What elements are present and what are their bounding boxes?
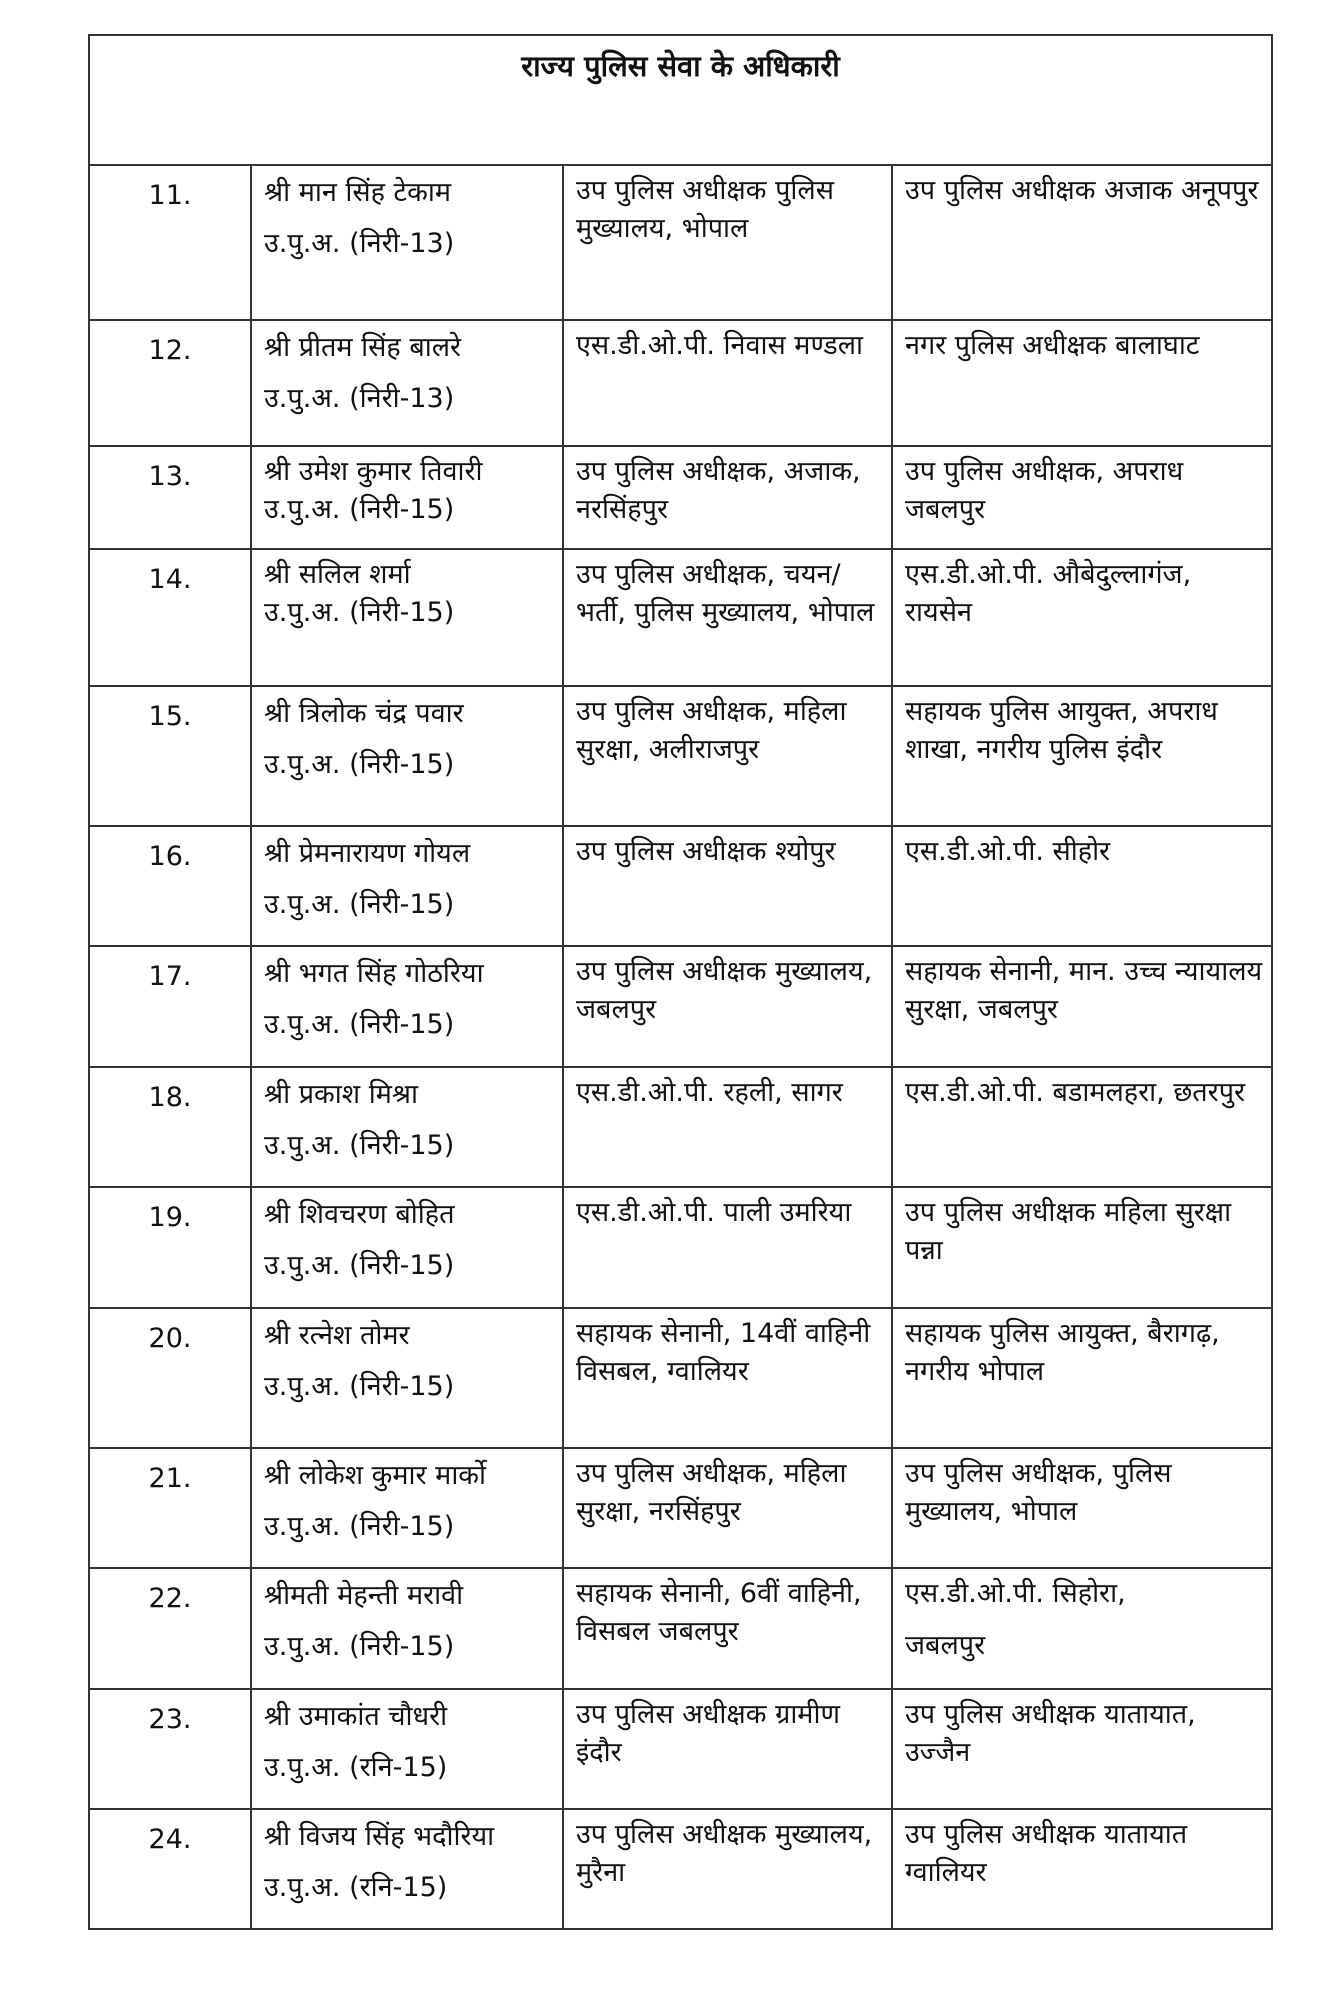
serial-number: 11. <box>89 165 251 320</box>
new-posting: उप पुलिस अधीक्षक यातायात ग्वालियर <box>892 1809 1272 1929</box>
serial-number: 19. <box>89 1187 251 1308</box>
officer-name: श्री सलिल शर्मा <box>264 559 411 590</box>
officer-rank: उ.पु.अ. (निरी-15) <box>264 1009 455 1040</box>
table-row <box>89 1689 1272 1809</box>
new-posting-city: जबलपुर <box>905 1630 986 1661</box>
table-row <box>89 1809 1272 1929</box>
officer-name: श्री उमेश कुमार तिवारी <box>264 456 483 487</box>
new-posting: एस.डी.ओ.पी. औबेदुल्लागंज, रायसेन <box>892 549 1272 686</box>
table-row <box>89 446 1272 549</box>
officer-rank: उ.पु.अ. (निरी-15) <box>264 889 455 920</box>
current-posting: उप पुलिस अधीक्षक, महिला सुरक्षा, नरसिंहपुर <box>563 1448 892 1568</box>
new-posting: नगर पुलिस अधीक्षक बालाघाट <box>892 320 1272 446</box>
officer-name: श्री मान सिंह टेकाम <box>264 177 452 208</box>
officer-name-cell <box>251 165 563 320</box>
new-posting: सहायक पुलिस आयुक्त, बैरागढ़, नगरीय भोपाल <box>892 1308 1272 1448</box>
current-posting: उप पुलिस अधीक्षक मुख्यालय, मुरैना <box>563 1809 892 1929</box>
serial-number: 16. <box>89 826 251 946</box>
current-posting: सहायक सेनानी, 6वीं वाहिनी, विसबल जबलपुर <box>563 1568 892 1689</box>
serial-number: 12. <box>89 320 251 446</box>
officer-name: श्री प्रेमनारायण गोयल <box>264 838 471 869</box>
new-posting: उप पुलिस अधीक्षक महिला सुरक्षा पन्ना <box>892 1187 1272 1308</box>
officer-rank: उ.पु.अ. (निरी-13) <box>264 228 455 259</box>
new-posting: उप पुलिस अधीक्षक, अपराध जबलपुर <box>892 446 1272 549</box>
officer-name-cell <box>251 1067 563 1187</box>
officer-name-cell <box>251 1308 563 1448</box>
current-posting: एस.डी.ओ.पी. निवास मण्डला <box>563 320 892 446</box>
officer-name-cell <box>251 686 563 826</box>
new-posting: एस.डी.ओ.पी. सिहोरा, <box>905 1578 1126 1609</box>
table-row <box>89 1187 1272 1308</box>
new-posting: एस.डी.ओ.पी. सीहोर <box>892 826 1272 946</box>
table-row <box>89 1448 1272 1568</box>
officer-name-cell <box>251 946 563 1067</box>
officer-name: श्री प्रीतम सिंह बालरे <box>264 332 462 363</box>
officer-name-cell <box>251 320 563 446</box>
table-row <box>89 1308 1272 1448</box>
officer-rank: उ.पु.अ. (निरी-15) <box>264 1371 455 1402</box>
officers-table <box>88 34 1273 1930</box>
officer-name-cell <box>251 549 563 686</box>
officer-rank: उ.पु.अ. (निरी-15) <box>264 597 455 628</box>
current-posting: उप पुलिस अधीक्षक, महिला सुरक्षा, अलीराजपुर <box>563 686 892 826</box>
officer-name-cell <box>251 826 563 946</box>
serial-number: 22. <box>89 1568 251 1689</box>
officer-name-cell <box>251 1448 563 1568</box>
table-title: राज्य पुलिस सेवा के अधिकारी <box>89 35 1272 165</box>
table-title-row <box>89 35 1272 165</box>
officer-name-cell <box>251 1568 563 1689</box>
officer-name: श्री शिवचरण बोहित <box>264 1199 455 1230</box>
serial-number: 24. <box>89 1809 251 1929</box>
officer-rank: उ.पु.अ. (निरी-15) <box>264 1631 455 1662</box>
current-posting: उप पुलिस अधीक्षक पुलिस मुख्यालय, भोपाल <box>563 165 892 320</box>
officer-name-cell <box>251 1689 563 1809</box>
officer-rank: उ.पु.अ. (निरी-15) <box>264 494 455 525</box>
table-row <box>89 320 1272 446</box>
officer-name-cell <box>251 446 563 549</box>
officer-rank: उ.पु.अ. (निरी-13) <box>264 383 455 414</box>
current-posting: सहायक सेनानी, 14वीं वाहिनी विसबल, ग्वालियर <box>563 1308 892 1448</box>
new-posting-cell <box>892 1568 1272 1689</box>
table-row <box>89 826 1272 946</box>
table-row <box>89 1568 1272 1689</box>
officer-rank: उ.पु.अ. (निरी-15) <box>264 749 455 780</box>
table-row <box>89 946 1272 1067</box>
current-posting: उप पुलिस अधीक्षक मुख्यालय, जबलपुर <box>563 946 892 1067</box>
current-posting: उप पुलिस अधीक्षक, चयन/भर्ती, पुलिस मुख्यालय, भोपाल <box>563 549 892 686</box>
officer-name: श्री भगत सिंह गोठरिया <box>264 958 484 989</box>
serial-number: 21. <box>89 1448 251 1568</box>
current-posting: उप पुलिस अधीक्षक श्योपुर <box>563 826 892 946</box>
serial-number: 17. <box>89 946 251 1067</box>
table-row <box>89 549 1272 686</box>
officer-name: श्री रत्नेश तोमर <box>264 1320 410 1351</box>
current-posting: एस.डी.ओ.पी. रहली, सागर <box>563 1067 892 1187</box>
current-posting: उप पुलिस अधीक्षक, अजाक, नरसिंहपुर <box>563 446 892 549</box>
serial-number: 20. <box>89 1308 251 1448</box>
new-posting: उप पुलिस अधीक्षक अजाक अनूपपुर <box>892 165 1272 320</box>
table-row <box>89 165 1272 320</box>
officer-rank: उ.पु.अ. (निरी-15) <box>264 1250 455 1281</box>
current-posting: एस.डी.ओ.पी. पाली उमरिया <box>563 1187 892 1308</box>
table-row <box>89 1067 1272 1187</box>
new-posting: उप पुलिस अधीक्षक यातायात, उज्जैन <box>892 1689 1272 1809</box>
serial-number: 15. <box>89 686 251 826</box>
serial-number: 23. <box>89 1689 251 1809</box>
serial-number: 18. <box>89 1067 251 1187</box>
officer-name-cell <box>251 1187 563 1308</box>
table-row <box>89 686 1272 826</box>
officer-name: श्री प्रकाश मिश्रा <box>264 1079 418 1110</box>
serial-number: 14. <box>89 549 251 686</box>
officer-name: श्री विजय सिंह भदौरिया <box>264 1821 495 1852</box>
new-posting: सहायक पुलिस आयुक्त, अपराध शाखा, नगरीय पुलिस इंदौर <box>892 686 1272 826</box>
officer-rank: उ.पु.अ. (निरी-15) <box>264 1511 455 1542</box>
officer-name-cell <box>251 1809 563 1929</box>
officer-name: श्री त्रिलोक चंद्र पवार <box>264 698 464 729</box>
new-posting: एस.डी.ओ.पी. बडामलहरा, छतरपुर <box>892 1067 1272 1187</box>
new-posting: उप पुलिस अधीक्षक, पुलिस मुख्यालय, भोपाल <box>892 1448 1272 1568</box>
officer-rank: उ.पु.अ. (रनि-15) <box>264 1872 448 1903</box>
officer-name: श्रीमती मेहन्ती मरावी <box>264 1580 464 1611</box>
serial-number: 13. <box>89 446 251 549</box>
officer-name: श्री उमाकांत चौधरी <box>264 1701 448 1732</box>
officer-rank: उ.पु.अ. (रनि-15) <box>264 1752 448 1783</box>
current-posting: उप पुलिस अधीक्षक ग्रामीण इंदौर <box>563 1689 892 1809</box>
officer-rank: उ.पु.अ. (निरी-15) <box>264 1130 455 1161</box>
officer-name: श्री लोकेश कुमार मार्को <box>264 1460 487 1491</box>
new-posting: सहायक सेनानी, मान. उच्च न्यायालय सुरक्षा, जबलपुर <box>892 946 1272 1067</box>
